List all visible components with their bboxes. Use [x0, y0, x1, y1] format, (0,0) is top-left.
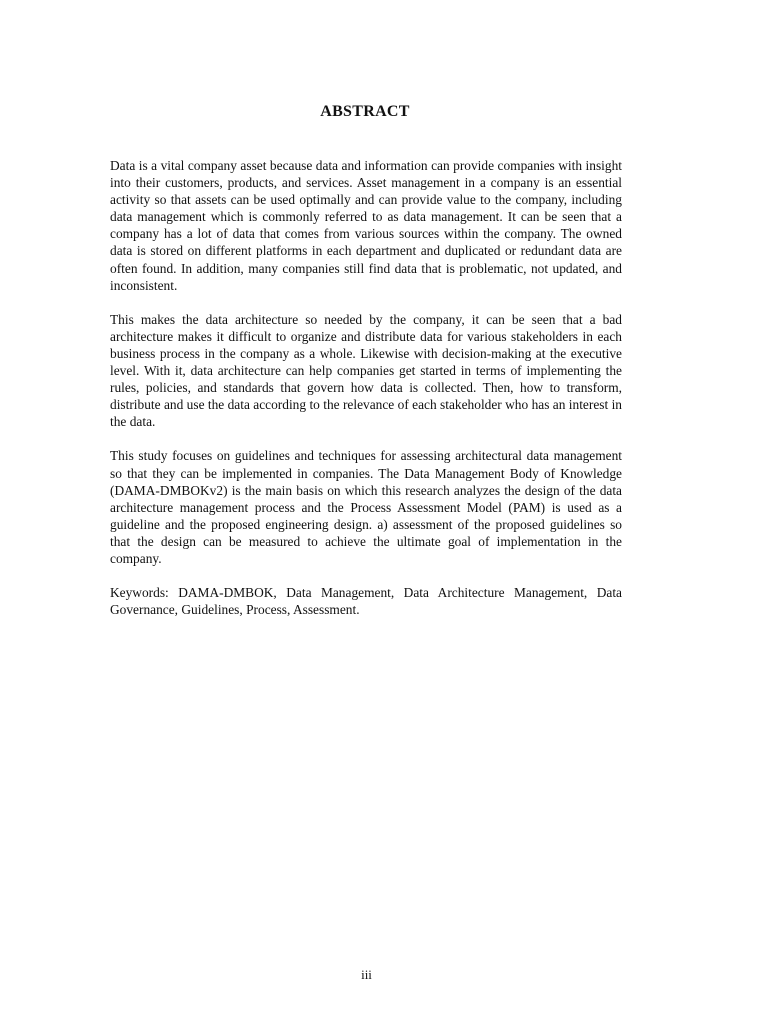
- page-title: ABSTRACT: [320, 103, 410, 120]
- abstract-paragraph-3: This study focuses on guidelines and techniques for assessing architectural data management so that they can be implemented in companies. The Data Management Body of Knowledge (DAMA-DMBOKv2) is the main basis on which this research analyzes the design of the data architecture management process and the Process Assessment Model (PAM) is used as a guideline and the proposed engineering design. a) assessment of the proposed guidelines so that the design can be measured to achieve the ultimate goal of implementation in the company.: [110, 448, 622, 566]
- keywords-paragraph: Keywords: DAMA-DMBOK, Data Management, Data Architecture Management, Data Governance, Guidelines, Process, Assessment.: [110, 585, 622, 618]
- abstract-paragraph-1: Data is a vital company asset because data and information can provide companies with insight into their customers, products, and services. Asset management in a company is an essential activity so that assets can be used optimally and can provide value to the company, including data management which is commonly referred to as data management. It can be seen that a company has a lot of data that comes from various sources within the company. The owned data is stored on different platforms in each department and duplicated or redundant data are often found. In addition, many companies still find data that is problematic, not updated, and inconsistent.: [110, 158, 622, 293]
- page-number: iii: [361, 967, 372, 982]
- abstract-paragraph-2: This makes the data architecture so needed by the company, it can be seen that a bad architecture makes it difficult to organize and distribute data for various stakeholders in each business process in the company as a whole. Likewise with decision-making at the executive level. With it, data architecture can help companies get started in terms of implementing the rules, policies, and standards that govern how data is collected. Then, how to transform, distribute and use the data according to the relevance of each stakeholder who has an interest in the data.: [110, 311, 622, 430]
- abstract-body: [110, 157, 622, 635]
